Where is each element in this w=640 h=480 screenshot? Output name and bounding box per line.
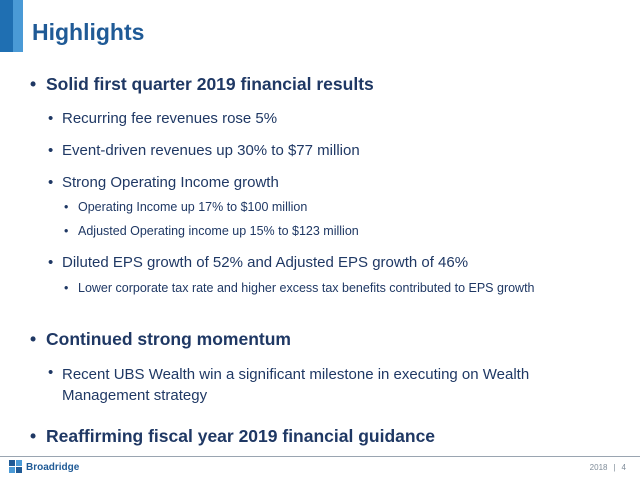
bullet-text: Recurring fee revenues rose 5% bbox=[62, 110, 278, 127]
bullet-text: Reaffirming fiscal year 2019 financial guidance bbox=[46, 426, 436, 446]
slide-title: Highlights bbox=[32, 19, 145, 45]
bullet-dot-icon: • bbox=[64, 224, 69, 238]
bullet-dot-icon: • bbox=[30, 74, 37, 94]
page-number: 4 bbox=[621, 463, 626, 472]
bullet-text: Event-driven revenues up 30% to $77 million bbox=[62, 142, 360, 159]
footer-separator: | bbox=[613, 463, 616, 472]
bullet-text: Recent UBS Wealth win a significant milestone in executing on Wealth Management strategy bbox=[62, 366, 530, 404]
bullet-dot-icon: • bbox=[48, 142, 54, 159]
bullet-dot-icon: • bbox=[48, 364, 54, 381]
bullet-dot-icon: • bbox=[64, 200, 69, 214]
title-accent-bar bbox=[0, 0, 23, 52]
footer-divider bbox=[0, 456, 640, 457]
footer-meta bbox=[590, 463, 626, 472]
bullet-text: Strong Operating Income growth bbox=[62, 174, 279, 191]
bullet-dot-icon: • bbox=[64, 281, 69, 295]
bullet-dot-icon: • bbox=[30, 426, 37, 446]
footer-year: 2018 bbox=[589, 463, 608, 472]
bullet-text: Adjusted Operating income up 15% to $123 million bbox=[78, 224, 359, 238]
bullet-text: Solid first quarter 2019 financial results bbox=[46, 74, 374, 94]
bullet-dot-icon: • bbox=[48, 254, 54, 271]
bullet-dot-icon: • bbox=[48, 174, 54, 191]
bullet-dot-icon: • bbox=[30, 329, 37, 349]
bullet-text: Operating Income up 17% to $100 million bbox=[78, 200, 308, 214]
bullet-text: Diluted EPS growth of 52% and Adjusted EPS growth of 46% bbox=[62, 254, 469, 271]
logo-text: Broadridge bbox=[26, 461, 80, 473]
broadridge-logo-icon bbox=[9, 460, 23, 474]
bullet-text: Continued strong momentum bbox=[46, 329, 291, 349]
bullet-text: Lower corporate tax rate and higher excess tax benefits contributed to EPS growth bbox=[78, 281, 535, 295]
broadridge-logo bbox=[9, 460, 79, 474]
bullet-dot-icon: • bbox=[48, 110, 54, 127]
